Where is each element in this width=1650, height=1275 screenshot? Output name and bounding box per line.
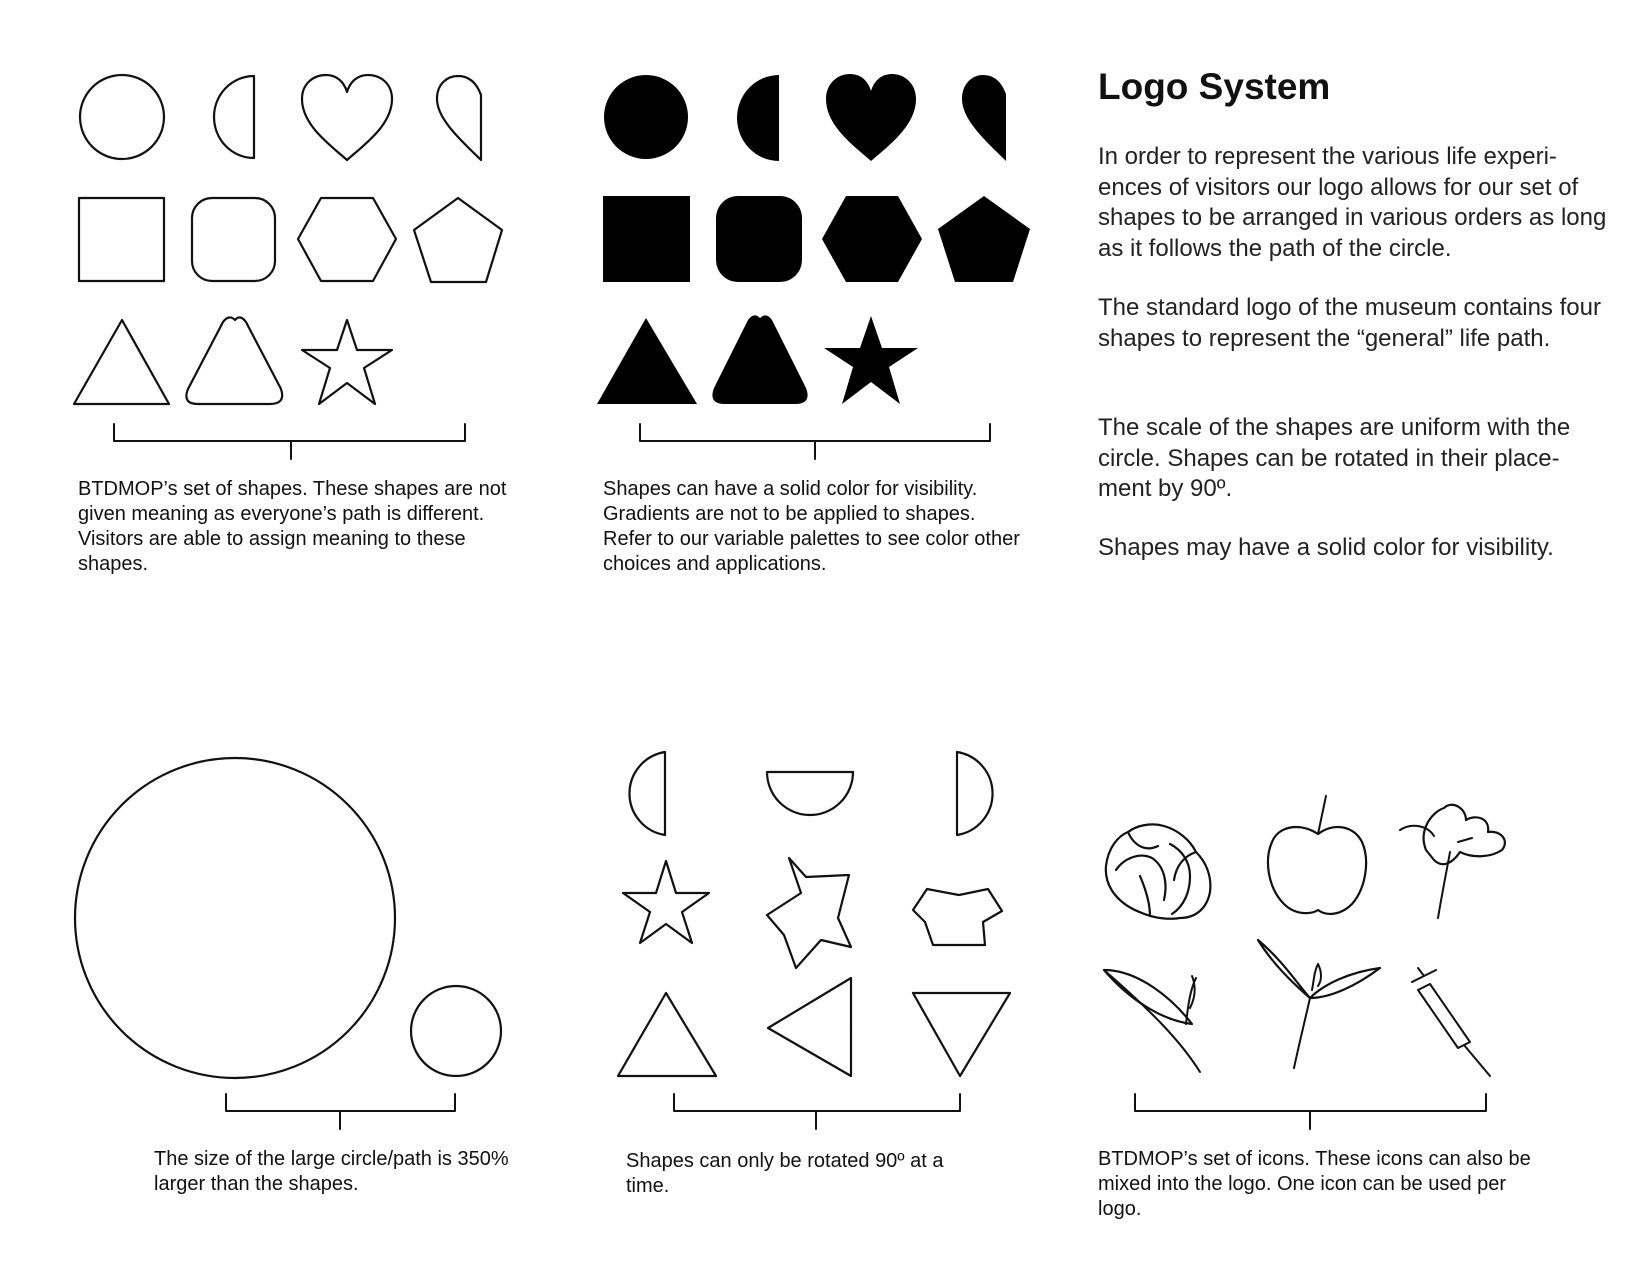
- leaf-branch-icon: [1104, 970, 1200, 1072]
- outline-shape-set: [74, 75, 502, 459]
- half-circle-rotated-left: [629, 752, 665, 835]
- paragraph-standard-logo: The standard logo of the museum contains four shapes to represent the “general” life path.: [1098, 294, 1601, 352]
- solid-hexagon-shape: [822, 196, 922, 282]
- large-path-circle: [75, 758, 395, 1078]
- caption-solid-color: Shapes can have a solid color for visibility. Gradients are not to be applied to shapes. Refer to our variable palettes to see color other choices and applications.: [603, 478, 1020, 575]
- outline-half-heart-shape: [437, 76, 481, 160]
- paragraph-scale: The scale of the shapes are uniform with the circle. Shapes can be rotated in their place-ment by 90º.: [1098, 414, 1571, 502]
- outline-hexagon-shape: [298, 198, 396, 281]
- solid-half-circle-shape: [737, 75, 779, 161]
- sprout-icon: [1258, 940, 1380, 1068]
- triangle-rotation-down: [913, 993, 1010, 1076]
- rose-icon: [1106, 824, 1211, 918]
- outline-star-shape: [302, 320, 392, 404]
- apple-icon: [1268, 796, 1366, 914]
- caption-rotation: Shapes can only be rotated 90º at a time.: [626, 1150, 944, 1197]
- outline-triangle-shape: [74, 320, 169, 404]
- solid-rounded-square-shape: [716, 196, 802, 282]
- star-rotation-180: [913, 889, 1002, 945]
- bracket: [640, 424, 990, 459]
- bracket: [226, 1094, 455, 1129]
- solid-triangle-shape: [597, 318, 697, 404]
- rotation-examples: [618, 752, 1010, 1129]
- icon-set: [1104, 796, 1505, 1129]
- caption-icons: BTDMOP’s set of icons. These icons can also be mixed into the logo. One icon can be used per logo.: [1098, 1148, 1531, 1220]
- iris-flower-icon: [1400, 805, 1505, 918]
- syringe-icon: [1412, 968, 1490, 1076]
- page-title: Logo System: [1098, 66, 1331, 107]
- half-circle-rotated-right: [957, 752, 993, 835]
- solid-star-shape: [824, 316, 918, 404]
- solid-shape-set: [597, 74, 1030, 459]
- size-comparison: [75, 758, 501, 1129]
- solid-rounded-triangle-shape: [712, 315, 807, 404]
- outline-circle-shape: [80, 75, 164, 159]
- outline-square-shape: [79, 198, 164, 281]
- paragraph-intro: In order to represent the various life experi-ences of visitors our logo allows for our set of shapes to be arranged in various orders as long as it follows the path of the circle.: [1098, 143, 1607, 262]
- bracket: [1135, 1094, 1486, 1129]
- caption-circle-size: The size of the large circle/path is 350% larger than the shapes.: [154, 1148, 509, 1195]
- half-circle-rotated-down: [767, 772, 853, 815]
- outline-pentagon-shape: [414, 198, 502, 282]
- star-rotation-90: [767, 858, 851, 968]
- solid-circle-shape: [604, 75, 688, 159]
- solid-pentagon-shape: [938, 196, 1030, 282]
- triangle-rotation-up: [618, 993, 716, 1076]
- solid-square-shape: [603, 196, 690, 282]
- outline-heart-shape: [302, 75, 392, 160]
- caption-shape-set: BTDMOP’s set of shapes. These shapes are not given meaning as everyone’s path is different. Visitors are able to assign meaning to these shapes.: [78, 478, 507, 575]
- paragraph-solid-color: Shapes may have a solid color for visibility.: [1098, 534, 1554, 561]
- triangle-rotation-left: [768, 978, 851, 1076]
- bracket: [114, 424, 465, 459]
- solid-half-heart-shape: [962, 75, 1006, 161]
- star-rotation-0: [623, 861, 709, 943]
- solid-heart-shape: [826, 74, 916, 161]
- outline-half-circle-shape: [214, 76, 254, 158]
- outline-rounded-square-shape: [192, 198, 275, 281]
- outline-rounded-triangle-shape: [186, 317, 282, 404]
- bracket: [674, 1094, 960, 1129]
- small-shape-circle: [411, 986, 501, 1076]
